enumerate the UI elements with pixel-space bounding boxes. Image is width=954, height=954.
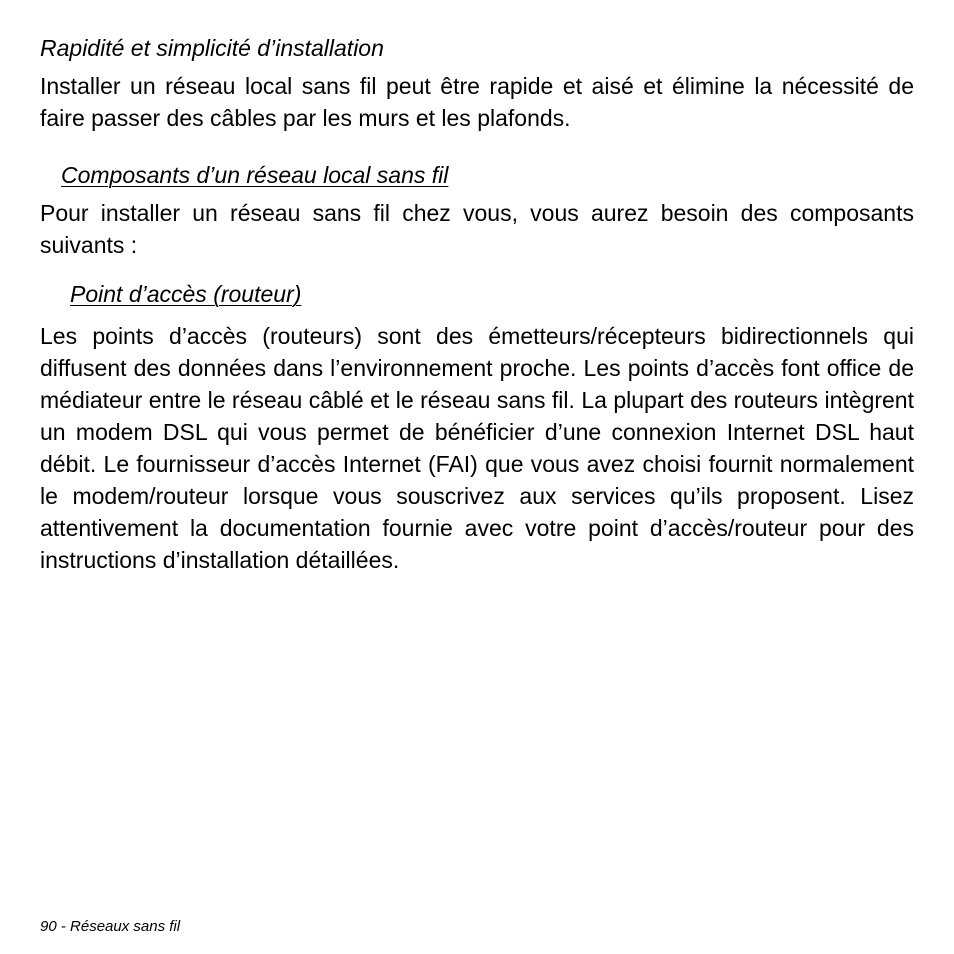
section-heading-installation: Rapidité et simplicité d’installation xyxy=(40,35,384,61)
section-paragraph-access-point: Les points d’accès (routeurs) sont des émetteurs/récepteurs bidirectionnels qui diffusent des données dans l’environnement proche. Les points d’accès font office de médiateur entre le réseau câblé et le réseau sans fil. La plupart des routeurs intègrent un modem DSL qui vous permet de bénéficier d’une connexion Internet DSL haut débit. Le fournisseur d’accès Internet (FAI) que vous avez choisi fournit normalement le modem/routeur lorsque vous souscrivez aux services qu’ils proposent. Lisez attentivement la documentation fournie avec votre point d’accès/routeur pour des instructions d’installation détaillées. xyxy=(40,323,914,573)
section-paragraph-components: Pour installer un réseau sans fil chez vous, vous aurez besoin des composants suivants : xyxy=(40,200,914,258)
section-heading-access-point: Point d’accès (routeur) xyxy=(70,281,302,307)
section-heading-components: Composants d’un réseau local sans fil xyxy=(61,162,449,188)
page-footer: 90 - Réseaux sans fil xyxy=(40,918,181,935)
section-paragraph-installation: Installer un réseau local sans fil peut être rapide et aisé et élimine la nécessité de faire passer des câbles par les murs et les plafonds. xyxy=(40,73,914,131)
